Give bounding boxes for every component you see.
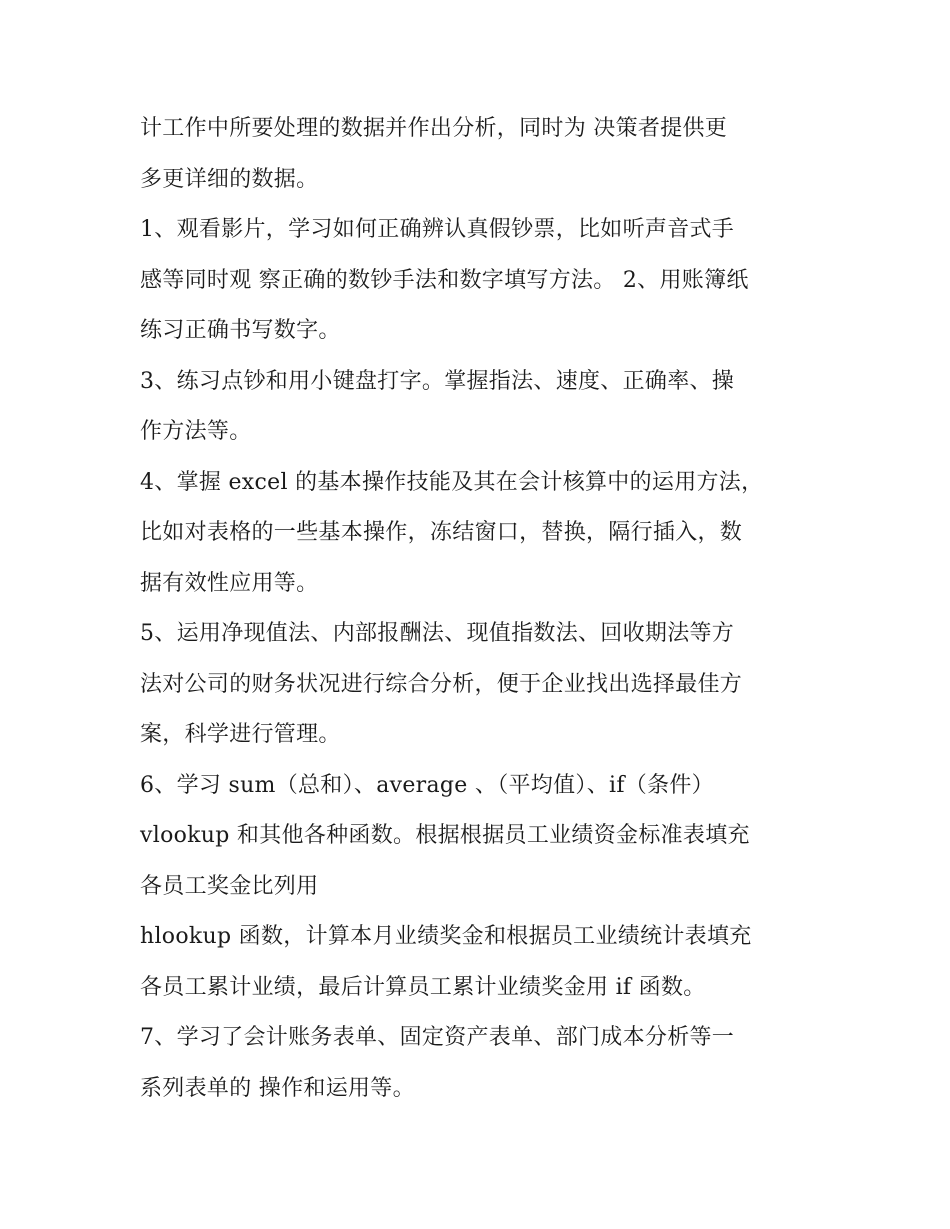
text-line: 系列表单的 操作和运用等。 xyxy=(140,1075,415,1101)
text-line: 多更详细的数据。 xyxy=(140,166,319,192)
text-line: vlookup 和其他各种函数。根据根据员工业绩资金标准表填充 xyxy=(140,823,750,848)
text-line: 5、运用净现值法、内部报酬法、现值指数法、回收期法等方 xyxy=(140,621,735,646)
text-line: 作方法等。 xyxy=(140,419,252,444)
text-line: 4、掌握 excel 的基本操作技能及其在会计核算中的运用方法， xyxy=(140,469,764,495)
text-line: hlookup 函数，计算本月业绩奖金和根据员工业绩统计表填充 xyxy=(140,924,752,949)
text-line: 练习正确书写数字。 xyxy=(140,318,341,343)
text-line: 3、练习点钞和用小键盘打字。掌握指法、速度、正确率、操 xyxy=(140,368,735,394)
text-line: 6、学习 sum（总和）、average 、（平均值）、if（条件） xyxy=(140,772,714,798)
text-line: 各员工奖金比列用 xyxy=(140,873,319,899)
text-line: 各员工累计业绩，最后计算员工累计业绩奖金用 if 函数。 xyxy=(140,974,706,1000)
text-line: 计工作中所要处理的数据并作出分析，同时为 决策者提供更 xyxy=(140,116,728,141)
text-line: 1、观看影片，学习如何正确辨认真假钞票，比如听声音式手 xyxy=(140,217,735,242)
text-line: 感等同时观 察正确的数钞手法和数字填写方法。 2、用账簿纸 xyxy=(140,267,749,293)
text-line: 法对公司的财务状况进行综合分析，便于企业找出选择最佳方 xyxy=(140,671,743,697)
text-line: 据有效性应用等。 xyxy=(140,570,319,596)
text-line: 7、学习了会计账务表单、固定资产表单、部门成本分析等一 xyxy=(140,1025,735,1050)
text-line: 案，科学进行管理。 xyxy=(140,722,341,747)
document-body xyxy=(140,104,820,1114)
text-line: 比如对表格的一些基本操作，冻结窗口，替换，隔行插入，数 xyxy=(140,520,743,545)
